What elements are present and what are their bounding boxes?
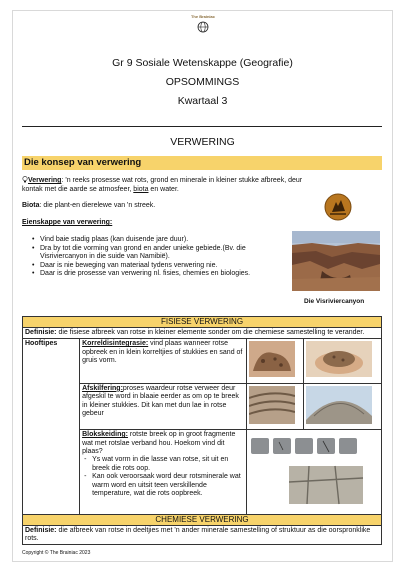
weathering-rock-icon [324, 193, 352, 221]
photo-caption: Die Visriviercanyon [304, 298, 365, 305]
exfoliation-dome-photo [306, 386, 372, 424]
def-term: Verwering [28, 177, 62, 184]
exfoliation-photo-cell [247, 383, 304, 429]
list-item: • Dra by tot die vorming van grond en ander unieke gebiede.(Bv. die Visriviercanyon in die suide van Namibië). [40, 245, 288, 262]
globe-icon [197, 21, 209, 33]
sand-hand-photo [306, 341, 372, 377]
definition-paragraph [22, 176, 384, 194]
chemical-heading: CHEMIESE VERWERING [23, 514, 382, 525]
divider [22, 126, 382, 127]
list-item: • Daar is drie prosesse van verwering nl. fisies, chemies en biologies. [40, 270, 288, 279]
doc-type: OPSOMMINGS [165, 76, 240, 88]
brand-logo [186, 14, 220, 38]
physical-definition: Definisie: die fisiese afbreek van rotse in kleiner elemente sonder om die chemiese samestelling te verander. [23, 328, 382, 339]
properties-list [30, 236, 288, 279]
sand-photo-cell [304, 339, 382, 383]
biota-term: Biota [22, 202, 40, 209]
type-granular: Korreldisintegrasie: vind plaas wanneer rotse opbreek en in klein korreltjies of stukkies en sand of gruis vorm. [80, 339, 247, 383]
weathering-table [22, 316, 382, 545]
copyright: Copyright © The Brainiac 2023 [22, 550, 91, 556]
list-item: • Vind baie stadig plaas (kan duisende jare duur). [40, 236, 288, 245]
physical-heading: FISIESE VERWERING [23, 317, 382, 328]
def-text-1: : 'n reeks prosesse wat rots, grond en minerale in kleiner stukke afbreek, deur [61, 177, 303, 184]
chemical-definition: Definisie: die afbreek van rotse in deeltjies met 'n ander minerale samestelling of struktuur as die oorspronklike rots. [23, 525, 382, 545]
logo-text: The Brainiac [190, 14, 215, 19]
canyon-photo [292, 231, 380, 291]
list-item: • Daar is nie beweging van materiaal tydens verwering nie. [40, 262, 288, 271]
section-title: VERWERING [170, 136, 235, 148]
biota-text: : die plant-en dierelewe van 'n streek. [39, 202, 156, 209]
biota-paragraph [22, 202, 155, 211]
main-types-label: Hooftipes [23, 339, 80, 514]
concept-heading: Die konsep van verwering [22, 156, 382, 170]
block-photos-cell [247, 430, 382, 514]
granular-photo-cell [247, 339, 304, 383]
type-exfoliation: Afskilfering:proses waardeur rotse verweer deur afgeskil te word in blaaie eerder as om op te breek in kleiner stukkies. Dit kan met dun lae in rotse gebeur [80, 383, 247, 429]
def-text-2c: en water. [148, 185, 179, 193]
granular-rock-photo [249, 341, 295, 377]
block-separation-photos [249, 432, 367, 508]
term-label: Kwartaal 3 [177, 95, 228, 107]
properties-heading: Eienskappe van verwering: [22, 219, 113, 226]
def-text-2a: kontak met die aarde se atmosfeer, [22, 185, 134, 193]
dome-photo-cell [304, 383, 382, 429]
def-text-2b: biota [133, 185, 149, 193]
exfoliation-rock-photo [249, 386, 295, 424]
subject-title: Gr 9 Sosiale Wetenskappe (Geografie) [112, 57, 293, 69]
type-block-separation: Blokskeiding: rotste breek op in groot fragmente wat met rotslae verband hou. Hoekom vind dit plaas? - Ys wat vorm in die lasse van rotse, sit uit en breek die rots oop. - Kan ook veroorsaak word deur rotsminerale wat warm word en uitsit teen verskillende temperature, wat die rots oopbreek. [80, 430, 247, 514]
